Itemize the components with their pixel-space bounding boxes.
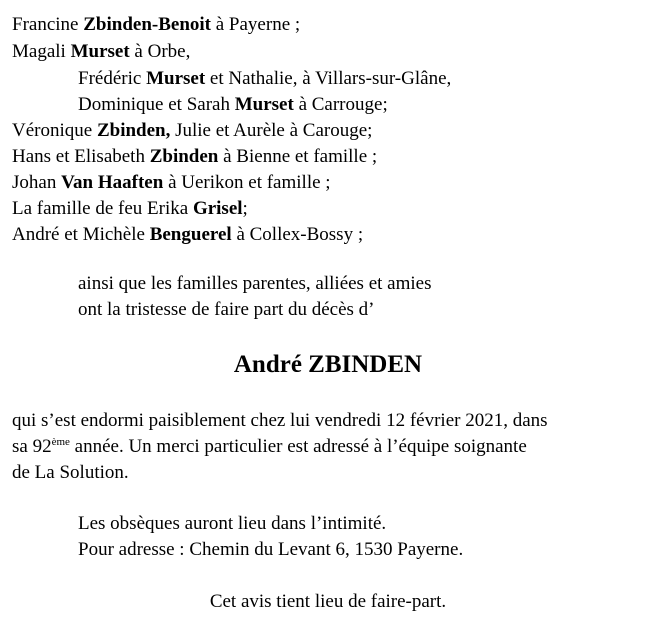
family-line-7-surname: Van Haaften (61, 172, 164, 193)
family-line-6-pre: Hans et Elisabeth (12, 146, 150, 167)
family-line-7-post: à Uerikon et famille ; (163, 172, 331, 193)
family-line-5 (12, 120, 372, 142)
family-line-2-surname: Murset (70, 41, 130, 62)
family-line-6-post: à Bienne et famille ; (218, 146, 378, 167)
relatives-line-1: ainsi que les familles parentes, alliées et amies (78, 273, 432, 294)
family-line-5-post: Julie et Aurèle à Carouge; (170, 120, 373, 141)
family-line-8-pre: La famille de feu Erika (12, 198, 193, 219)
family-line-4-post: à Carrouge; (293, 94, 388, 115)
family-line-4-surname: Murset (234, 94, 294, 115)
family-line-3-surname: Murset (146, 68, 206, 89)
relatives-line-2: ont la tristesse de faire part du décès d’ (78, 299, 375, 320)
family-line-2-pre: Magali (12, 41, 71, 62)
family-line-8-surname: Grisel (192, 198, 243, 219)
ordinal-superscript: ème (51, 436, 70, 448)
address-line: Pour adresse : Chemin du Levant 6, 1530 Payerne. (78, 539, 464, 560)
family-line-6 (12, 146, 377, 168)
family-line-9 (12, 224, 363, 246)
family-line-5-surname: Zbinden, (96, 120, 171, 141)
family-line-1-post: à Payerne ; (211, 14, 301, 35)
closing-line: Cet avis tient lieu de faire-part. (209, 591, 447, 612)
deceased-name: André ZBINDEN (233, 351, 423, 378)
funeral-line: Les obsèques auront lieu dans l’intimité. (78, 513, 387, 534)
family-line-2 (12, 41, 190, 63)
family-line-3-pre: Frédéric (78, 68, 147, 89)
death-line-2-pre: sa 92 (12, 436, 52, 457)
death-line-2 (12, 436, 527, 458)
family-line-5-pre: Véronique (12, 120, 97, 141)
family-line-6-surname: Zbinden (149, 146, 219, 167)
family-line-4-pre: Dominique et Sarah (78, 94, 235, 115)
family-line-1-surname: Zbinden-Benoit (83, 14, 211, 35)
family-line-9-pre: André et Michèle (12, 224, 150, 245)
family-line-2-post: à Orbe, (129, 41, 191, 62)
family-line-1 (12, 14, 300, 36)
family-line-1-pre: Francine (12, 14, 84, 35)
family-line-9-post: à Collex-Bossy ; (231, 224, 364, 245)
family-line-7-pre: Johan (12, 172, 62, 193)
death-line-1: qui s’est endormi paisiblement chez lui vendredi 12 février 2021, dans (12, 410, 548, 431)
family-line-3-post: et Nathalie, à Villars-sur-Glâne, (205, 68, 452, 89)
family-line-7 (12, 172, 331, 194)
death-line-2-post: année. Un merci particulier est adressé à l’équipe soignante (69, 436, 527, 457)
family-line-4 (78, 94, 388, 116)
death-line-3: de La Solution. (12, 462, 129, 483)
family-line-8 (12, 198, 248, 220)
family-line-3 (78, 68, 451, 90)
family-line-9-surname: Benguerel (149, 224, 232, 245)
family-line-8-post: ; (242, 198, 248, 219)
